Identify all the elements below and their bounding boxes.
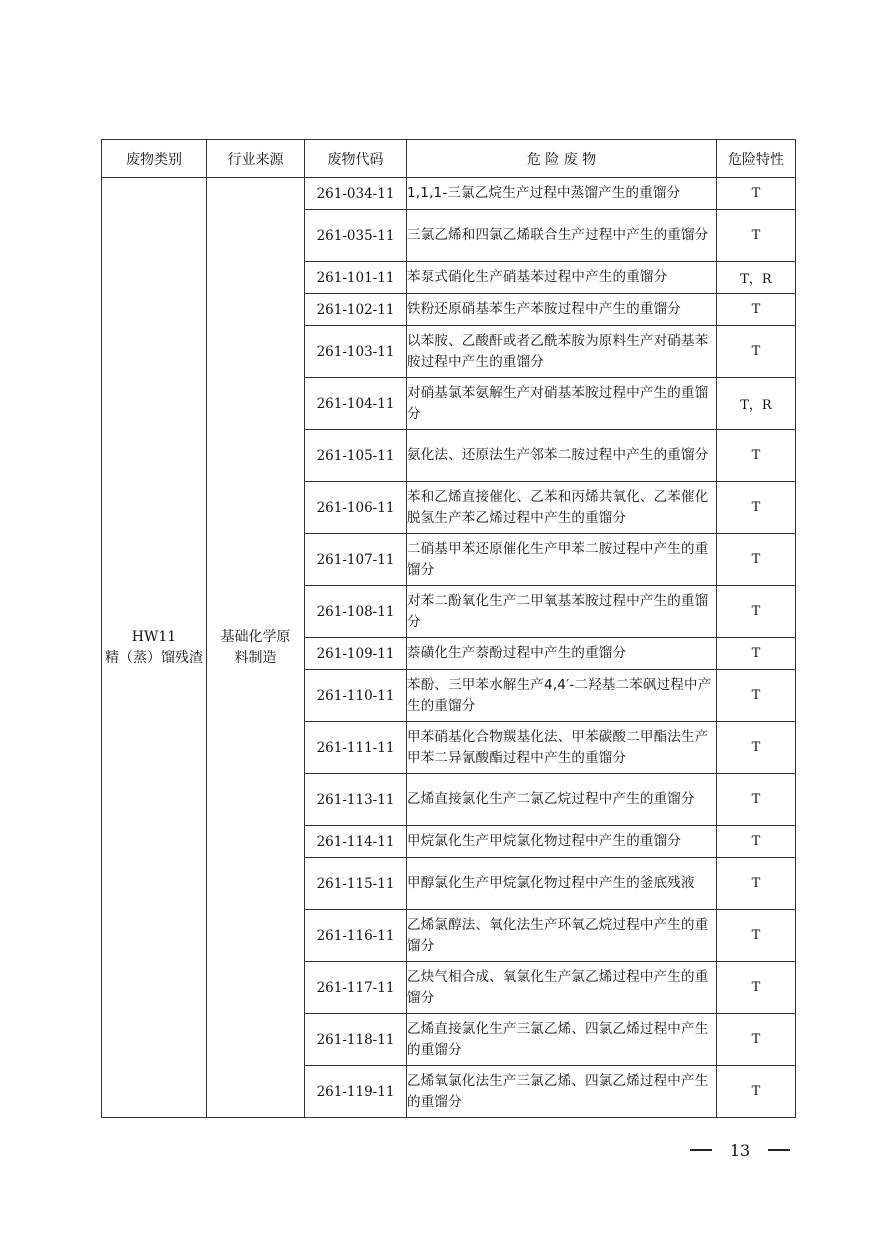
waste-code: 261-104-11: [305, 378, 407, 430]
hazard-property: T: [717, 774, 796, 826]
waste-description: 对苯二酚氧化生产二甲氧基苯胺过程中产生的重馏分: [407, 586, 717, 638]
waste-code: 261-117-11: [305, 962, 407, 1014]
waste-description: 乙烯氯醇法、氧化法生产环氧乙烷过程中产生的重馏分: [407, 910, 717, 962]
hazard-property: T: [717, 858, 796, 910]
waste-code: 261-111-11: [305, 722, 407, 774]
hazard-property: T，R: [717, 378, 796, 430]
waste-description: 以苯胺、乙酸酐或者乙酰苯胺为原料生产对硝基苯胺过程中产生的重馏分: [407, 326, 717, 378]
page-number-dash-left: [690, 1149, 712, 1151]
waste-description: 苯泵式硝化生产硝基苯过程中产生的重馏分: [407, 262, 717, 294]
hazard-property: T: [717, 430, 796, 482]
waste-code: 261-034-11: [305, 178, 407, 210]
industry-cell: [207, 178, 305, 1118]
waste-code: 261-109-11: [305, 638, 407, 670]
waste-code: 261-116-11: [305, 910, 407, 962]
waste-code: 261-119-11: [305, 1066, 407, 1118]
waste-description: 甲醇氯化生产甲烷氯化物过程中产生的釜底残液: [407, 858, 717, 910]
hazard-property: T: [717, 178, 796, 210]
industry-line-1: 基础化学原: [220, 628, 291, 645]
waste-description: 乙炔气相合成、氧氯化生产氯乙烯过程中产生的重馏分: [407, 962, 717, 1014]
waste-code: 261-107-11: [305, 534, 407, 586]
hazard-property: T，R: [717, 262, 796, 294]
header-property: 危险特性: [717, 140, 796, 178]
waste-description: 对硝基氯苯氨解生产对硝基苯胺过程中产生的重馏分: [407, 378, 717, 430]
header-category: 废物类别: [102, 140, 207, 178]
waste-description: 乙烯氧氯化法生产三氯乙烯、四氯乙烯过程中产生的重馏分: [407, 1066, 717, 1118]
waste-code: 261-106-11: [305, 482, 407, 534]
hazard-property: T: [717, 962, 796, 1014]
waste-code: 261-108-11: [305, 586, 407, 638]
waste-code: 261-110-11: [305, 670, 407, 722]
waste-code: 261-115-11: [305, 858, 407, 910]
hazard-property: T: [717, 326, 796, 378]
waste-description: 乙烯直接氯化生产二氯乙烷过程中产生的重馏分: [407, 774, 717, 826]
waste-code: 261-102-11: [305, 294, 407, 326]
waste-description: 三氯乙烯和四氯乙烯联合生产过程中产生的重馏分: [407, 210, 717, 262]
waste-code: 261-118-11: [305, 1014, 407, 1066]
waste-description: 苯和乙烯直接催化、乙苯和丙烯共氧化、乙苯催化脱氢生产苯乙烯过程中产生的重馏分: [407, 482, 717, 534]
hazard-property: T: [717, 910, 796, 962]
hazard-property: T: [717, 210, 796, 262]
page-number-dash-right: [768, 1149, 790, 1151]
waste-description: 氨化法、还原法生产邻苯二胺过程中产生的重馏分: [407, 430, 717, 482]
hazard-property: T: [717, 1066, 796, 1118]
hazard-property: T: [717, 482, 796, 534]
header-code: 废物代码: [305, 140, 407, 178]
table-header-row: [102, 140, 796, 178]
hazard-property: T: [717, 638, 796, 670]
waste-description: 1,1,1-三氯乙烷生产过程中蒸馏产生的重馏分: [407, 178, 717, 210]
waste-description: 二硝基甲苯还原催化生产甲苯二胺过程中产生的重馏分: [407, 534, 717, 586]
table-row: [102, 178, 796, 210]
hazard-property: T: [717, 1014, 796, 1066]
waste-description: 铁粉还原硝基苯生产苯胺过程中产生的重馏分: [407, 294, 717, 326]
category-code: HW11: [131, 628, 177, 645]
page-footer: [690, 1138, 790, 1162]
waste-code: 261-035-11: [305, 210, 407, 262]
hazard-property: T: [717, 670, 796, 722]
hazard-property: T: [717, 294, 796, 326]
page-number: 13: [729, 1140, 751, 1160]
waste-description: 甲苯硝基化合物羰基化法、甲苯碳酸二甲酯法生产甲苯二异氰酸酯过程中产生的重馏分: [407, 722, 717, 774]
hazard-property: T: [717, 826, 796, 858]
hazard-property: T: [717, 722, 796, 774]
waste-description: 乙烯直接氯化生产三氯乙烯、四氯乙烯过程中产生的重馏分: [407, 1014, 717, 1066]
waste-code: 261-103-11: [305, 326, 407, 378]
waste-description: 萘磺化生产萘酚过程中产生的重馏分: [407, 638, 717, 670]
hazard-property: T: [717, 586, 796, 638]
header-industry: 行业来源: [207, 140, 305, 178]
waste-description: 苯酚、三甲苯水解生产4,4′-二羟基二苯砜过程中产生的重馏分: [407, 670, 717, 722]
category-cell: [102, 178, 207, 1118]
category-name: 精（蒸）馏残渣: [105, 649, 203, 666]
waste-code: 261-101-11: [305, 262, 407, 294]
hazard-property: T: [717, 534, 796, 586]
waste-code: 261-113-11: [305, 774, 407, 826]
waste-code: 261-114-11: [305, 826, 407, 858]
hazardous-waste-table: [101, 139, 796, 1118]
header-waste: 危 险 废 物: [407, 140, 717, 178]
waste-code: 261-105-11: [305, 430, 407, 482]
industry-line-2: 料制造: [234, 649, 277, 666]
waste-description: 甲烷氯化生产甲烷氯化物过程中产生的重馏分: [407, 826, 717, 858]
